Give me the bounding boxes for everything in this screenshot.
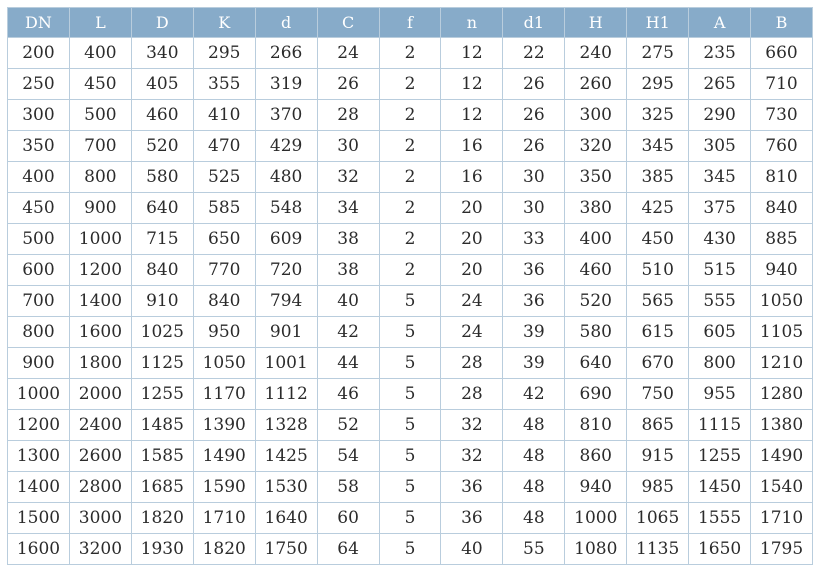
table-cell: 52 bbox=[317, 410, 379, 441]
table-cell: 260 bbox=[565, 69, 627, 100]
table-row bbox=[8, 472, 813, 503]
table-cell: 520 bbox=[565, 286, 627, 317]
table-cell: 1490 bbox=[193, 441, 255, 472]
table-cell: 794 bbox=[255, 286, 317, 317]
table-cell: 33 bbox=[503, 224, 565, 255]
table-cell: 40 bbox=[317, 286, 379, 317]
table-cell: 1170 bbox=[193, 379, 255, 410]
table-cell: 16 bbox=[441, 162, 503, 193]
table-cell: 5 bbox=[379, 379, 441, 410]
table-cell: 60 bbox=[317, 503, 379, 534]
table-cell: 24 bbox=[441, 286, 503, 317]
column-header: H bbox=[565, 8, 627, 38]
column-header: f bbox=[379, 8, 441, 38]
table-cell: 1105 bbox=[751, 317, 813, 348]
table-cell: 44 bbox=[317, 348, 379, 379]
table-cell: 28 bbox=[441, 379, 503, 410]
table-cell: 660 bbox=[751, 38, 813, 69]
table-cell: 28 bbox=[441, 348, 503, 379]
table-row bbox=[8, 100, 813, 131]
table-cell: 865 bbox=[627, 410, 689, 441]
table-cell: 32 bbox=[441, 441, 503, 472]
table-cell: 345 bbox=[627, 131, 689, 162]
table-cell: 355 bbox=[193, 69, 255, 100]
table-cell: 450 bbox=[627, 224, 689, 255]
table-row bbox=[8, 224, 813, 255]
table-cell: 1065 bbox=[627, 503, 689, 534]
table-cell: 350 bbox=[8, 131, 70, 162]
table-cell: 1255 bbox=[131, 379, 193, 410]
table-cell: 295 bbox=[627, 69, 689, 100]
table-cell: 450 bbox=[69, 69, 131, 100]
table-cell: 555 bbox=[689, 286, 751, 317]
table-cell: 730 bbox=[751, 100, 813, 131]
table-row bbox=[8, 286, 813, 317]
table-cell: 985 bbox=[627, 472, 689, 503]
table-cell: 200 bbox=[8, 38, 70, 69]
table-cell: 2400 bbox=[69, 410, 131, 441]
table-cell: 26 bbox=[503, 69, 565, 100]
table-row bbox=[8, 503, 813, 534]
table-cell: 1600 bbox=[69, 317, 131, 348]
table-row bbox=[8, 441, 813, 472]
table-cell: 910 bbox=[131, 286, 193, 317]
table-cell: 1255 bbox=[689, 441, 751, 472]
table-cell: 1685 bbox=[131, 472, 193, 503]
table-cell: 640 bbox=[131, 193, 193, 224]
table-cell: 1800 bbox=[69, 348, 131, 379]
table-cell: 26 bbox=[503, 100, 565, 131]
table-cell: 915 bbox=[627, 441, 689, 472]
table-cell: 1390 bbox=[193, 410, 255, 441]
table-cell: 2800 bbox=[69, 472, 131, 503]
table-cell: 5 bbox=[379, 534, 441, 565]
table-cell: 715 bbox=[131, 224, 193, 255]
table-cell: 48 bbox=[503, 503, 565, 534]
table-body bbox=[8, 38, 813, 565]
table-cell: 520 bbox=[131, 131, 193, 162]
column-header: B bbox=[751, 8, 813, 38]
table-cell: 1000 bbox=[69, 224, 131, 255]
table-cell: 800 bbox=[69, 162, 131, 193]
table-cell: 20 bbox=[441, 193, 503, 224]
table-cell: 1135 bbox=[627, 534, 689, 565]
table-row bbox=[8, 410, 813, 441]
table-row bbox=[8, 255, 813, 286]
table-cell: 400 bbox=[565, 224, 627, 255]
table-cell: 2 bbox=[379, 131, 441, 162]
table-cell: 810 bbox=[565, 410, 627, 441]
table-row bbox=[8, 348, 813, 379]
table-cell: 5 bbox=[379, 348, 441, 379]
table-cell: 760 bbox=[751, 131, 813, 162]
table-cell: 32 bbox=[317, 162, 379, 193]
table-cell: 565 bbox=[627, 286, 689, 317]
table-cell: 2 bbox=[379, 255, 441, 286]
table-cell: 28 bbox=[317, 100, 379, 131]
table-cell: 2000 bbox=[69, 379, 131, 410]
table-cell: 345 bbox=[689, 162, 751, 193]
table-row bbox=[8, 131, 813, 162]
table-cell: 5 bbox=[379, 286, 441, 317]
column-header: D bbox=[131, 8, 193, 38]
table-cell: 48 bbox=[503, 441, 565, 472]
table-cell: 1328 bbox=[255, 410, 317, 441]
table-cell: 1490 bbox=[751, 441, 813, 472]
table-cell: 1650 bbox=[689, 534, 751, 565]
table-cell: 40 bbox=[441, 534, 503, 565]
table-cell: 615 bbox=[627, 317, 689, 348]
table-cell: 5 bbox=[379, 410, 441, 441]
table-cell: 600 bbox=[8, 255, 70, 286]
table-cell: 1380 bbox=[751, 410, 813, 441]
table-cell: 400 bbox=[69, 38, 131, 69]
table-cell: 585 bbox=[193, 193, 255, 224]
table-cell: 1000 bbox=[565, 503, 627, 534]
table-cell: 12 bbox=[441, 38, 503, 69]
table-cell: 460 bbox=[131, 100, 193, 131]
table-cell: 39 bbox=[503, 348, 565, 379]
table-cell: 36 bbox=[503, 255, 565, 286]
table-cell: 955 bbox=[689, 379, 751, 410]
table-cell: 38 bbox=[317, 255, 379, 286]
table-cell: 42 bbox=[503, 379, 565, 410]
table-cell: 515 bbox=[689, 255, 751, 286]
table-cell: 1795 bbox=[751, 534, 813, 565]
dimension-table bbox=[7, 7, 813, 565]
table-cell: 800 bbox=[689, 348, 751, 379]
table-cell: 240 bbox=[565, 38, 627, 69]
table-cell: 1125 bbox=[131, 348, 193, 379]
table-cell: 30 bbox=[503, 162, 565, 193]
table-cell: 16 bbox=[441, 131, 503, 162]
table-cell: 1750 bbox=[255, 534, 317, 565]
table-cell: 42 bbox=[317, 317, 379, 348]
table-cell: 690 bbox=[565, 379, 627, 410]
column-header: n bbox=[441, 8, 503, 38]
table-row bbox=[8, 193, 813, 224]
table-cell: 370 bbox=[255, 100, 317, 131]
table-cell: 1050 bbox=[751, 286, 813, 317]
table-cell: 46 bbox=[317, 379, 379, 410]
table-cell: 425 bbox=[627, 193, 689, 224]
table-cell: 1001 bbox=[255, 348, 317, 379]
table-cell: 429 bbox=[255, 131, 317, 162]
table-cell: 1280 bbox=[751, 379, 813, 410]
table-cell: 32 bbox=[441, 410, 503, 441]
table-cell: 380 bbox=[565, 193, 627, 224]
dimension-table-container bbox=[7, 7, 813, 559]
table-cell: 325 bbox=[627, 100, 689, 131]
table-cell: 1710 bbox=[193, 503, 255, 534]
table-cell: 58 bbox=[317, 472, 379, 503]
table-cell: 1820 bbox=[131, 503, 193, 534]
table-cell: 2 bbox=[379, 162, 441, 193]
table-cell: 1600 bbox=[8, 534, 70, 565]
table-cell: 1400 bbox=[8, 472, 70, 503]
table-cell: 3000 bbox=[69, 503, 131, 534]
table-cell: 950 bbox=[193, 317, 255, 348]
table-header-row bbox=[8, 8, 813, 38]
column-header: d1 bbox=[503, 8, 565, 38]
table-cell: 36 bbox=[503, 286, 565, 317]
table-cell: 1485 bbox=[131, 410, 193, 441]
table-cell: 1050 bbox=[193, 348, 255, 379]
table-cell: 26 bbox=[503, 131, 565, 162]
table-cell: 1200 bbox=[69, 255, 131, 286]
table-cell: 265 bbox=[689, 69, 751, 100]
table-cell: 840 bbox=[131, 255, 193, 286]
table-cell: 900 bbox=[69, 193, 131, 224]
table-cell: 720 bbox=[255, 255, 317, 286]
table-cell: 38 bbox=[317, 224, 379, 255]
table-cell: 1210 bbox=[751, 348, 813, 379]
table-cell: 640 bbox=[565, 348, 627, 379]
table-cell: 525 bbox=[193, 162, 255, 193]
table-cell: 810 bbox=[751, 162, 813, 193]
table-cell: 385 bbox=[627, 162, 689, 193]
table-cell: 5 bbox=[379, 317, 441, 348]
table-cell: 2 bbox=[379, 69, 441, 100]
table-cell: 275 bbox=[627, 38, 689, 69]
table-cell: 470 bbox=[193, 131, 255, 162]
table-cell: 290 bbox=[689, 100, 751, 131]
table-cell: 2 bbox=[379, 224, 441, 255]
column-header: L bbox=[69, 8, 131, 38]
table-cell: 12 bbox=[441, 69, 503, 100]
table-cell: 800 bbox=[8, 317, 70, 348]
table-row bbox=[8, 317, 813, 348]
table-cell: 1200 bbox=[8, 410, 70, 441]
column-header: K bbox=[193, 8, 255, 38]
table-cell: 670 bbox=[627, 348, 689, 379]
table-cell: 36 bbox=[441, 503, 503, 534]
table-cell: 605 bbox=[689, 317, 751, 348]
table-cell: 5 bbox=[379, 472, 441, 503]
table-cell: 480 bbox=[255, 162, 317, 193]
table-cell: 1300 bbox=[8, 441, 70, 472]
table-cell: 26 bbox=[317, 69, 379, 100]
table-cell: 2 bbox=[379, 193, 441, 224]
table-cell: 375 bbox=[689, 193, 751, 224]
table-cell: 2600 bbox=[69, 441, 131, 472]
table-cell: 1080 bbox=[565, 534, 627, 565]
table-cell: 300 bbox=[8, 100, 70, 131]
table-cell: 885 bbox=[751, 224, 813, 255]
table-cell: 30 bbox=[317, 131, 379, 162]
table-cell: 55 bbox=[503, 534, 565, 565]
table-cell: 500 bbox=[8, 224, 70, 255]
table-cell: 2 bbox=[379, 100, 441, 131]
table-cell: 609 bbox=[255, 224, 317, 255]
table-cell: 54 bbox=[317, 441, 379, 472]
table-cell: 1585 bbox=[131, 441, 193, 472]
table-cell: 5 bbox=[379, 503, 441, 534]
table-cell: 300 bbox=[565, 100, 627, 131]
table-cell: 3200 bbox=[69, 534, 131, 565]
table-cell: 400 bbox=[8, 162, 70, 193]
table-cell: 1540 bbox=[751, 472, 813, 503]
table-cell: 840 bbox=[193, 286, 255, 317]
table-cell: 700 bbox=[69, 131, 131, 162]
table-cell: 24 bbox=[317, 38, 379, 69]
table-cell: 500 bbox=[69, 100, 131, 131]
table-cell: 650 bbox=[193, 224, 255, 255]
table-cell: 460 bbox=[565, 255, 627, 286]
table-cell: 860 bbox=[565, 441, 627, 472]
table-cell: 250 bbox=[8, 69, 70, 100]
column-header: d bbox=[255, 8, 317, 38]
table-cell: 1115 bbox=[689, 410, 751, 441]
table-cell: 39 bbox=[503, 317, 565, 348]
table-cell: 295 bbox=[193, 38, 255, 69]
table-cell: 340 bbox=[131, 38, 193, 69]
table-row bbox=[8, 38, 813, 69]
table-cell: 1555 bbox=[689, 503, 751, 534]
column-header: H1 bbox=[627, 8, 689, 38]
table-cell: 580 bbox=[565, 317, 627, 348]
table-cell: 319 bbox=[255, 69, 317, 100]
column-header: C bbox=[317, 8, 379, 38]
table-cell: 548 bbox=[255, 193, 317, 224]
table-cell: 48 bbox=[503, 410, 565, 441]
table-cell: 430 bbox=[689, 224, 751, 255]
table-cell: 2 bbox=[379, 38, 441, 69]
table-cell: 24 bbox=[441, 317, 503, 348]
table-cell: 1000 bbox=[8, 379, 70, 410]
table-cell: 48 bbox=[503, 472, 565, 503]
table-cell: 1930 bbox=[131, 534, 193, 565]
table-row bbox=[8, 379, 813, 410]
table-cell: 1530 bbox=[255, 472, 317, 503]
table-cell: 20 bbox=[441, 255, 503, 286]
table-cell: 1590 bbox=[193, 472, 255, 503]
table-cell: 940 bbox=[751, 255, 813, 286]
table-cell: 5 bbox=[379, 441, 441, 472]
table-cell: 20 bbox=[441, 224, 503, 255]
table-cell: 350 bbox=[565, 162, 627, 193]
table-row bbox=[8, 69, 813, 100]
table-cell: 1025 bbox=[131, 317, 193, 348]
table-cell: 1500 bbox=[8, 503, 70, 534]
table-cell: 30 bbox=[503, 193, 565, 224]
table-cell: 266 bbox=[255, 38, 317, 69]
table-cell: 36 bbox=[441, 472, 503, 503]
table-cell: 320 bbox=[565, 131, 627, 162]
column-header: DN bbox=[8, 8, 70, 38]
table-cell: 34 bbox=[317, 193, 379, 224]
table-row bbox=[8, 534, 813, 565]
table-cell: 580 bbox=[131, 162, 193, 193]
table-cell: 1400 bbox=[69, 286, 131, 317]
table-cell: 12 bbox=[441, 100, 503, 131]
table-cell: 510 bbox=[627, 255, 689, 286]
table-cell: 750 bbox=[627, 379, 689, 410]
table-cell: 450 bbox=[8, 193, 70, 224]
table-cell: 1450 bbox=[689, 472, 751, 503]
table-cell: 405 bbox=[131, 69, 193, 100]
table-cell: 235 bbox=[689, 38, 751, 69]
table-cell: 22 bbox=[503, 38, 565, 69]
table-cell: 1640 bbox=[255, 503, 317, 534]
table-cell: 710 bbox=[751, 69, 813, 100]
table-cell: 1112 bbox=[255, 379, 317, 410]
table-cell: 1425 bbox=[255, 441, 317, 472]
table-cell: 901 bbox=[255, 317, 317, 348]
table-cell: 900 bbox=[8, 348, 70, 379]
table-cell: 840 bbox=[751, 193, 813, 224]
table-cell: 410 bbox=[193, 100, 255, 131]
table-row bbox=[8, 162, 813, 193]
table-cell: 1710 bbox=[751, 503, 813, 534]
table-cell: 1820 bbox=[193, 534, 255, 565]
table-cell: 940 bbox=[565, 472, 627, 503]
table-cell: 64 bbox=[317, 534, 379, 565]
table-cell: 305 bbox=[689, 131, 751, 162]
column-header: A bbox=[689, 8, 751, 38]
table-cell: 700 bbox=[8, 286, 70, 317]
table-cell: 770 bbox=[193, 255, 255, 286]
